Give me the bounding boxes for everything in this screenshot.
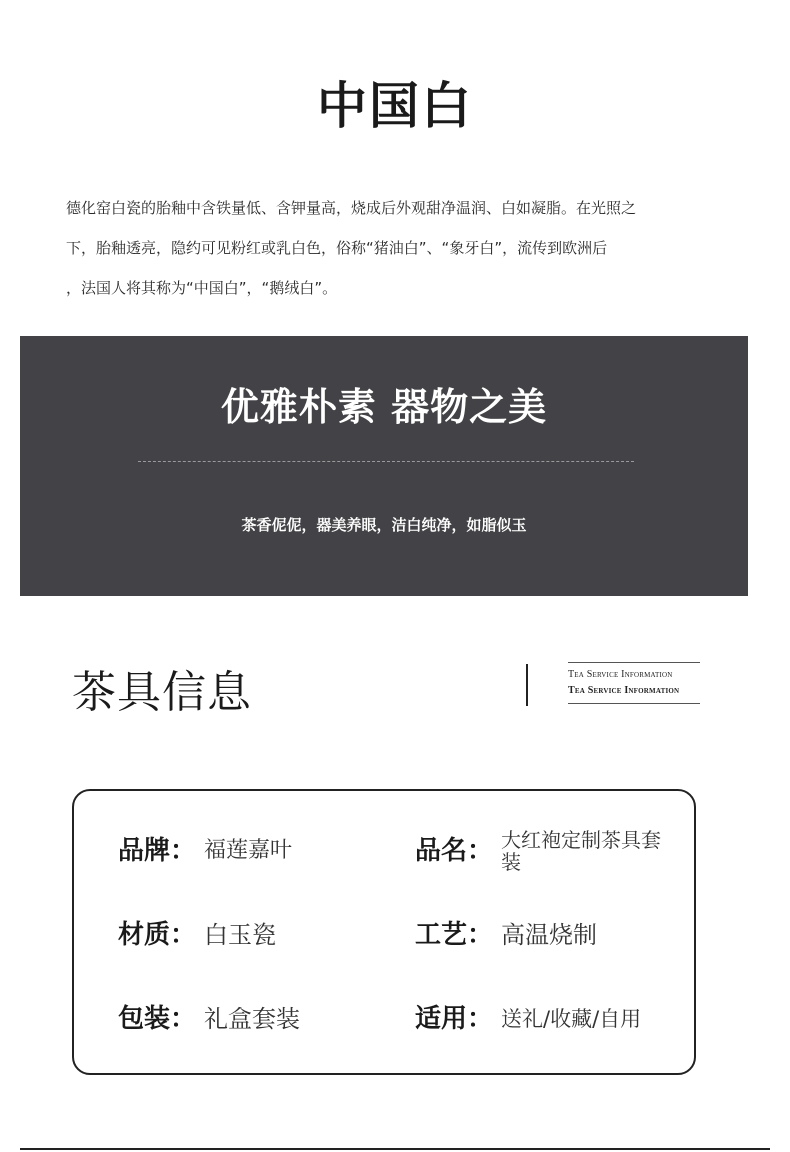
product-info-card [72,789,696,1075]
brand-label: 品牌： [118,836,197,866]
package-label: 包装： [118,1004,197,1034]
brand-value: 福莲嘉叶 [204,838,293,863]
intro-line: ，法国人将其称为“中国白”，“鹅绒白”。 [66,279,338,297]
info-craft [415,919,597,951]
info-package [118,1003,300,1035]
intro-line: 德化窑白瓷的胎釉中含铁量低、含钾量高，烧成后外观甜净温润、白如凝脂。在光照之 [66,199,637,217]
banner-title: 优雅朴素 器物之美 [220,385,548,429]
english-title-line: Tea Service Information [568,669,673,680]
section-english-title [568,662,700,704]
section-divider [526,664,528,706]
material-label: 材质： [118,920,197,950]
banner-divider [138,461,634,462]
feature-banner [20,336,748,596]
usage-value: 送礼/收藏/自用 [501,1007,642,1031]
section-title: 茶具信息 [72,667,252,718]
package-value: 礼盒套装 [204,1005,301,1033]
craft-value: 高温烧制 [501,921,598,949]
info-material [118,919,276,951]
info-brand [118,835,292,867]
intro-paragraph [66,188,730,308]
intro-line: 下，胎釉透亮，隐约可见粉红或乳白色，俗称“猪油白”、“象牙白”，流传到欧洲后 [66,239,608,257]
english-title-line-bold: Tea Service Information [568,685,680,696]
material-value: 白玉瓷 [204,921,277,949]
banner-subtitle: 茶香伲伲，器美养眼，洁白纯净，如脂似玉 [241,516,527,534]
product-name-value: 大红袍定制茶具套装 [501,828,662,874]
craft-label: 工艺： [415,920,494,950]
info-product-name [415,828,666,874]
page-title: 中国白 [317,77,473,135]
info-usage [415,1003,641,1035]
product-name-label: 品名： [415,836,494,866]
bottom-divider [20,1148,770,1150]
usage-label: 适用： [415,1004,494,1034]
